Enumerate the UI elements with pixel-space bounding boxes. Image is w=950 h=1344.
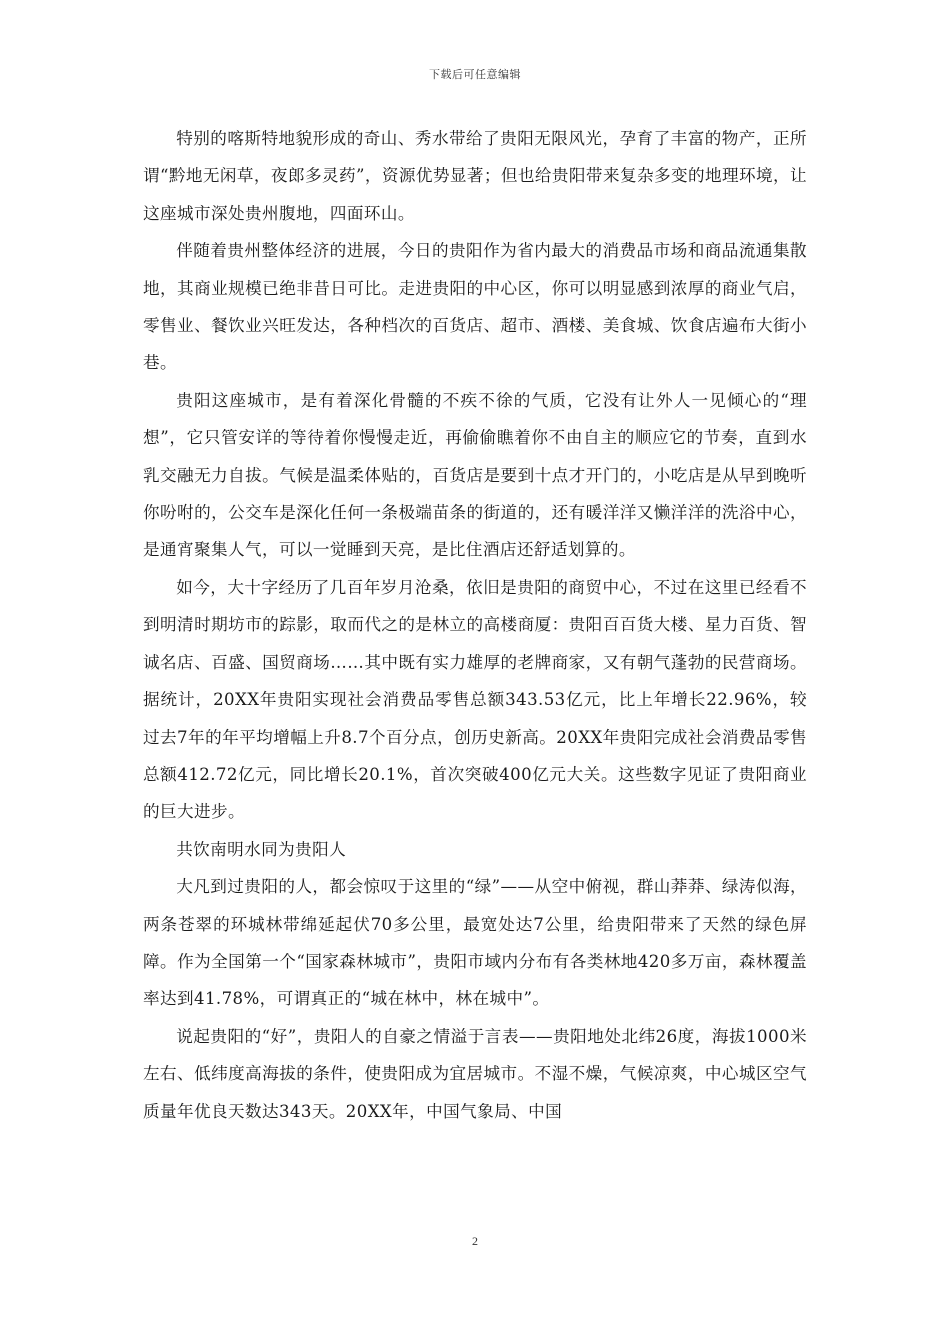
page-number: 2 [472,1234,478,1248]
section-heading: 共饮南明水同为贵阳人 [176,839,347,859]
paragraph-green: 大凡到过贵阳的人，都会惊叹于这里的“绿”——从空中俯视，群山莽莽、绿涛似海，两条苍翠的环城林带绵延起伏70多公里，最宽处达7公里，给贵阳带来了天然的绿色屏障。作为全国第一个“国家森林城市”，贵阳市域内分布有各类林地420多万亩，森林覆盖率达到41.78%，可谓真正的“城在林中，林在城中”。 [143,877,807,1009]
paragraph-city-temperament: 贵阳这座城市，是有着深化骨髓的不疾不徐的气质，它没有让外人一见倾心的“理想”，它只管安详的等待着你慢慢走近，再偷偷瞧着你不由自主的顺应它的节奏，直到水乳交融无力自拔。气候是温柔体贴的，百货店是要到十点才开门的，小吃店是从早到晚听你吩咐的，公交车是深化任何一条极端苗条的街道的，还有暖洋洋又懒洋洋的洗浴中心，是通宵聚集人气，可以一觉睡到天亮，是比住酒店还舒适划算的。 [143,390,807,560]
paragraph-dashizi: 如今，大十字经历了几百年岁月沧桑，依旧是贵阳的商贸中心，不过在这里已经看不到明清时期坊市的踪影，取而代之的是林立的高楼商厦：贵阳百百货大楼、星力百货、智诚名店、百盛、国贸商场……其中既有实力雄厚的老牌商家，又有朝气蓬勃的民营商场。据统计，20XX年贵阳实现社会消费品零售总额343.53亿元，比上年增长22.96%，较过去7年的年平均增幅上升8.7个百分点，创历史新高。20XX年贵阳完成社会消费品零售总额412.72亿元，同比增长20.1%，首次突破400亿元大关。这些数字见证了贵阳商业的巨大进步。 [143,577,807,822]
paragraph-karst: 特别的喀斯特地貌形成的奇山、秀水带给了贵阳无限风光，孕育了丰富的物产，正所谓“黔地无闲草，夜郎多灵药”，资源优势显著；但也给贵阳带来复杂多变的地理环境，让这座城市深处贵州腹地，四面环山。 [143,129,807,223]
document-body [143,120,807,1130]
paragraph-climate: 说起贵阳的“好”，贵阳人的自豪之情溢于言表——贵阳地处北纬26度，海拔1000米左右、低纬度高海拔的条件，使贵阳成为宜居城市。不湿不燥，气候凉爽，中心城区空气质量年优良天数达343天。20XX年，中国气象局、中国 [143,1026,807,1121]
page-header: 下载后可任意编辑 [429,68,521,81]
paragraph-economy: 伴随着贵州整体经济的进展，今日的贵阳作为省内最大的消费品市场和商品流通集散地，其商业规模已绝非昔日可比。走进贵阳的中心区，你可以明显感到浓厚的商业气启，零售业、餐饮业兴旺发达，各种档次的百货店、超市、酒楼、美食城、饮食店遍布大街小巷。 [143,241,807,373]
